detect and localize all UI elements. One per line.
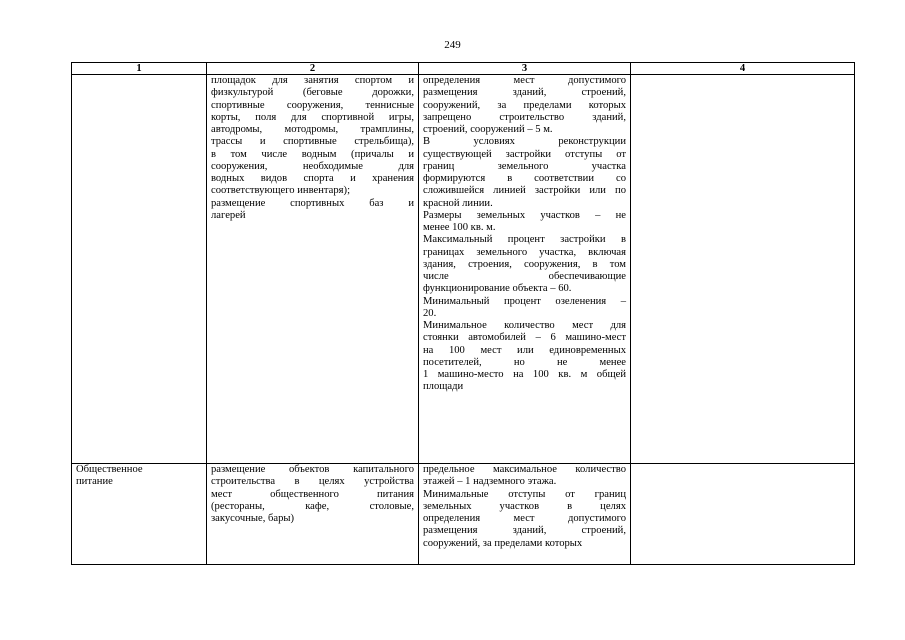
column-header-1: 1: [72, 63, 207, 75]
row2-col1-text: [76, 464, 202, 489]
cell-line: определения мест допустимого: [423, 513, 626, 524]
cell-line: 20.: [423, 307, 437, 319]
column-header-2: 2: [207, 63, 419, 75]
row1-col2-text: [211, 75, 414, 222]
cell-line: сооружения, необходимые для: [211, 160, 414, 172]
cell-line: 1 машино-место на 100 кв. м общей: [423, 369, 626, 380]
cell-line: здания, строения, сооружения, в том: [423, 258, 626, 270]
cell-line: питание: [76, 476, 113, 488]
table-row: [72, 75, 855, 464]
cell-line: определения мест допустимого: [423, 75, 626, 86]
cell-line: мест общественного питания: [211, 488, 414, 500]
row1-col4-cell: [631, 75, 855, 464]
cell-line: границах земельного участка, включая: [423, 246, 626, 258]
cell-line: стоянки автомобилей – 6 машино-мест: [423, 332, 626, 344]
row2-col4-cell: [631, 464, 855, 565]
row2-col2-cell: [207, 464, 419, 565]
cell-line: Минимальные отступы от границ: [423, 488, 626, 500]
cell-line: корты, поля для спортивной игры,: [211, 111, 414, 123]
row2-col3-cell: [419, 464, 631, 565]
cell-line: Максимальный процент застройки в: [423, 234, 626, 246]
cell-line: лагерей: [211, 209, 246, 221]
row1-col3-text: [423, 75, 626, 394]
row2-col2-text: [211, 464, 414, 525]
cell-line: физкультурой (беговые дорожки,: [211, 87, 414, 99]
table-header-row: [72, 63, 855, 75]
cell-line: сооружений, за пределами которых: [423, 537, 583, 549]
cell-line: на 100 мест или единовременных: [423, 344, 626, 356]
cell-line: числе обеспечивающие: [423, 271, 626, 282]
cell-line: существующей застройки отступы от: [423, 148, 626, 160]
cell-line: площадок для занятия спортом и: [211, 75, 414, 86]
cell-line: Общественное: [76, 464, 143, 475]
cell-line: размещение объектов капитального: [211, 464, 414, 475]
cell-line: спортивные сооружения, теннисные: [211, 99, 414, 111]
cell-line: предельное максимальное количество: [423, 464, 626, 475]
column-header-4: 4: [631, 63, 855, 75]
cell-line: площади: [423, 381, 464, 393]
cell-line: менее 100 кв. м.: [423, 222, 496, 233]
row1-col2-cell: [207, 75, 419, 464]
table-row: [72, 464, 855, 565]
cell-line: размещение спортивных баз и: [211, 197, 414, 209]
cell-line: строений, сооружений – 5 м.: [423, 124, 553, 135]
cell-line: запрещено строительство зданий,: [423, 111, 626, 123]
cell-line: В условиях реконструкции: [423, 136, 626, 148]
cell-line: строительства в целях устройства: [211, 476, 414, 488]
cell-line: Минимальное количество мест для: [423, 320, 626, 331]
row1-col3-cell: [419, 75, 631, 464]
cell-line: соответствующего инвентаря);: [211, 185, 351, 197]
cell-line: трассы и спортивные стрельбища),: [211, 136, 414, 148]
cell-line: посетителей, но не менее: [423, 356, 626, 368]
cell-line: в том числе водным (причалы и: [211, 148, 414, 160]
row2-col1-cell: [72, 464, 207, 565]
page-number: 249: [444, 39, 461, 51]
regulations-table: [71, 62, 855, 565]
cell-line: Размеры земельных участков – не: [423, 209, 626, 221]
cell-line: автодромы, мотодромы, трамплины,: [211, 124, 414, 135]
cell-line: водных видов спорта и хранения: [211, 173, 414, 184]
cell-line: (рестораны, кафе, столовые,: [211, 500, 414, 512]
cell-line: сооружений, за пределами которых: [423, 99, 626, 111]
cell-line: красной линии.: [423, 197, 493, 209]
cell-line: Минимальный процент озеленения –: [423, 295, 626, 307]
cell-line: размещения зданий, строений,: [423, 525, 626, 537]
cell-line: размещения зданий, строений,: [423, 87, 626, 99]
row1-col1-cell: [72, 75, 207, 464]
cell-line: границ земельного участка: [423, 160, 626, 172]
cell-line: функционирование объекта – 60.: [423, 283, 572, 295]
cell-line: сложившейся линией застройки или по: [423, 185, 626, 197]
cell-line: земельных участков в целях: [423, 500, 626, 512]
column-header-3: 3: [419, 63, 631, 75]
cell-line: этажей – 1 надземного этажа.: [423, 476, 557, 488]
cell-line: формируются в соответствии со: [423, 173, 626, 184]
cell-line: закусочные, бары): [211, 513, 295, 524]
row2-col3-text: [423, 464, 626, 550]
